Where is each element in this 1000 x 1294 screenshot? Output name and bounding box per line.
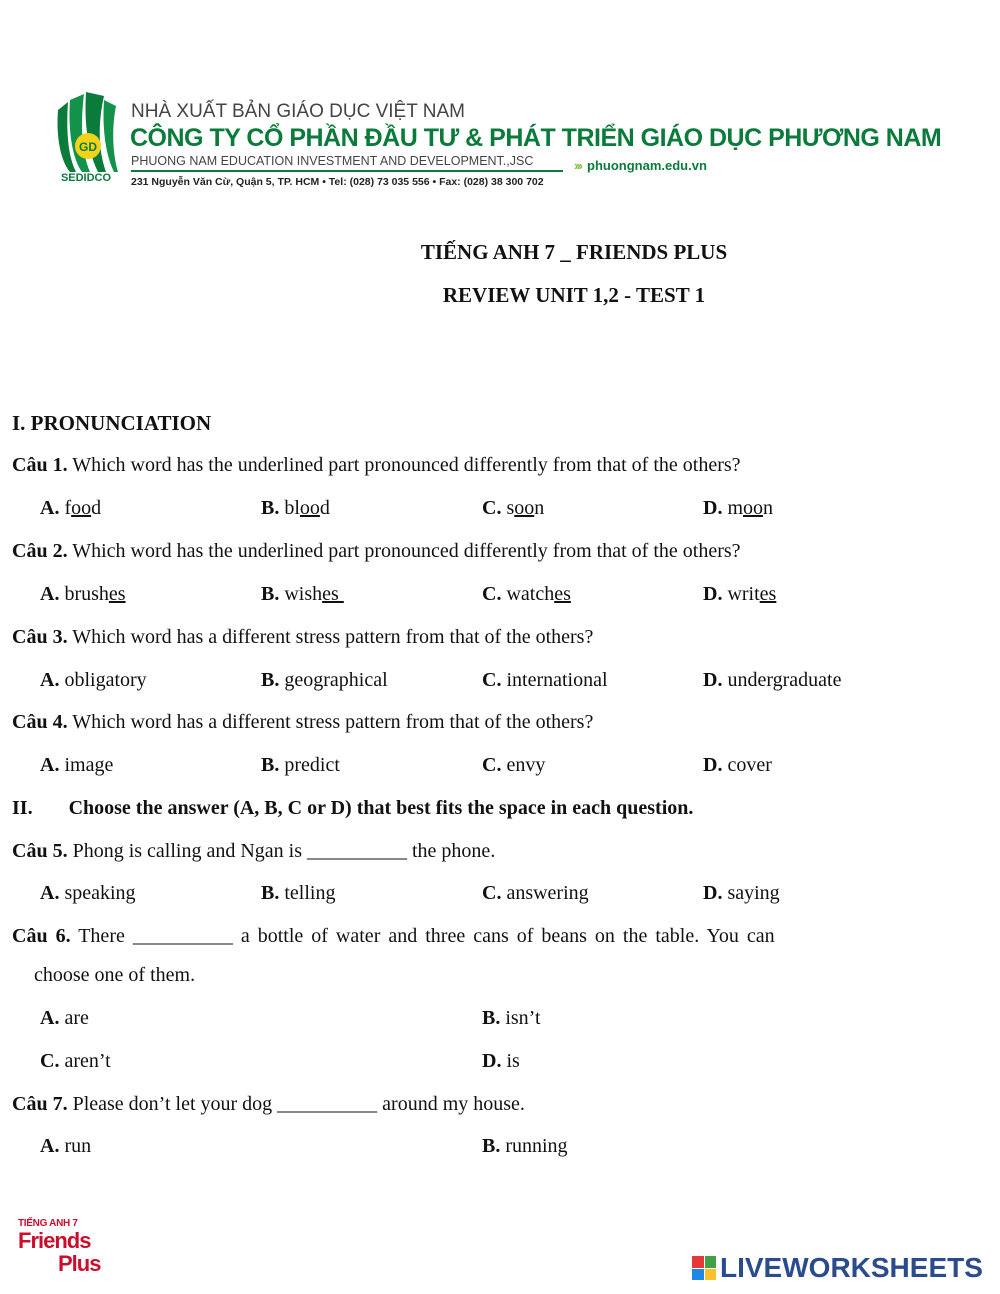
- page-subtitle: REVIEW UNIT 1,2 - TEST 1: [442, 283, 706, 307]
- option-b[interactable]: B. isn’t: [482, 1007, 541, 1029]
- company-address: 231 Nguyễn Văn Cừ, Quận 5, TP. HCM • Tel: (028) 73 035 556 • Fax: (028) 38 300 702: [131, 176, 544, 188]
- liveworksheets-brand[interactable]: [692, 1252, 983, 1284]
- option-d[interactable]: D. moon: [703, 497, 774, 519]
- page-title: TIẾNG ANH 7 _ FRIENDS PLUS: [420, 240, 728, 264]
- option-a[interactable]: A. are: [40, 1007, 89, 1029]
- question-5: [12, 840, 495, 863]
- question-label: Câu 6.: [12, 925, 71, 947]
- question-text: Which word has a different stress pattern from that of the others?: [72, 626, 594, 648]
- question-text: Which word has the underlined part pronounced differently from that of the others?: [72, 540, 741, 562]
- option-b[interactable]: B. geographical: [261, 669, 388, 691]
- option-c[interactable]: C. aren’t: [40, 1050, 111, 1072]
- option-a[interactable]: A. image: [40, 754, 114, 776]
- question-label: Câu 7.: [12, 1093, 68, 1115]
- option-b[interactable]: B. predict: [261, 754, 340, 776]
- company-name: CÔNG TY CỔ PHẦN ĐẦU TƯ & PHÁT TRIỂN GIÁO DỤC PHƯƠNG NAM: [130, 124, 942, 152]
- question-text: Which word has a different stress pattern from that of the others?: [72, 711, 594, 733]
- chevrons-icon: ›››: [574, 158, 581, 173]
- liveworksheets-icon: [692, 1256, 716, 1280]
- publisher-name: NHÀ XUẤT BẢN GIÁO DỤC VIỆT NAM: [131, 101, 465, 122]
- section-number: II.: [12, 797, 33, 819]
- option-d[interactable]: D. is: [482, 1050, 520, 1072]
- question-label: Câu 5.: [12, 840, 68, 862]
- option-a[interactable]: A. obligatory: [40, 669, 147, 691]
- liveworksheets-text: LIVEWORKSHEETS: [720, 1252, 983, 1283]
- question-label: Câu 1.: [12, 454, 68, 476]
- section-text: Choose the answer (A, B, C or D) that best fits the space in each question.: [68, 797, 694, 819]
- option-c[interactable]: C. international: [482, 669, 608, 691]
- question-4: [12, 711, 593, 734]
- website-link[interactable]: [574, 158, 707, 173]
- question-3: [12, 626, 593, 649]
- friends-plus-logo: [18, 1218, 118, 1275]
- option-c[interactable]: C. answering: [482, 882, 589, 904]
- option-a[interactable]: A. run: [40, 1135, 92, 1157]
- option-d[interactable]: D. writes: [703, 583, 777, 605]
- question-text: Which word has the underlined part pronounced differently from that of the others?: [72, 454, 741, 476]
- book-series: TIẾNG ANH 7: [18, 1218, 78, 1229]
- book-title: Friends: [18, 1228, 91, 1253]
- option-c[interactable]: C. watches: [482, 583, 571, 605]
- question-text: Phong is calling and Ngan is __________ the phone.: [72, 840, 496, 862]
- website-text: phuongnam.edu.vn: [587, 158, 707, 173]
- option-d[interactable]: D. undergraduate: [703, 669, 842, 691]
- question-2: [12, 540, 741, 563]
- question-label: Câu 4.: [12, 711, 68, 733]
- question-label: Câu 2.: [12, 540, 68, 562]
- option-c[interactable]: C. soon: [482, 497, 545, 519]
- company-name-en: PHUONG NAM EDUCATION INVESTMENT AND DEVELOPMENT.,JSC: [131, 154, 534, 168]
- option-a[interactable]: A. food: [40, 497, 102, 519]
- logo-caption: SEDIDCO: [60, 172, 112, 184]
- option-b[interactable]: B. running: [482, 1135, 568, 1157]
- question-6-continued: choose one of them.: [34, 964, 196, 986]
- option-b[interactable]: B. wishes: [261, 583, 344, 605]
- option-d[interactable]: D. saying: [703, 882, 780, 904]
- option-a[interactable]: A. speaking: [40, 882, 136, 904]
- section-heading: [12, 797, 693, 820]
- book-title-plus: Plus: [58, 1251, 101, 1276]
- option-b[interactable]: B. blood: [261, 497, 330, 519]
- question-1: [12, 454, 741, 477]
- section-heading: I. PRONUNCIATION: [12, 411, 212, 435]
- question-7: [12, 1093, 525, 1116]
- question-text: Please don’t let your dog __________ around my house.: [72, 1093, 525, 1115]
- svg-text:GD: GD: [79, 140, 97, 154]
- question-text: There __________ a bottle of water and three cans of beans on the table. You can: [78, 925, 775, 947]
- option-b[interactable]: B. telling: [261, 882, 336, 904]
- option-d[interactable]: D. cover: [703, 754, 772, 776]
- question-6: [12, 925, 775, 948]
- question-label: Câu 3.: [12, 626, 68, 648]
- option-c[interactable]: C. envy: [482, 754, 546, 776]
- header-divider: [131, 170, 563, 172]
- option-a[interactable]: A. brushes: [40, 583, 126, 605]
